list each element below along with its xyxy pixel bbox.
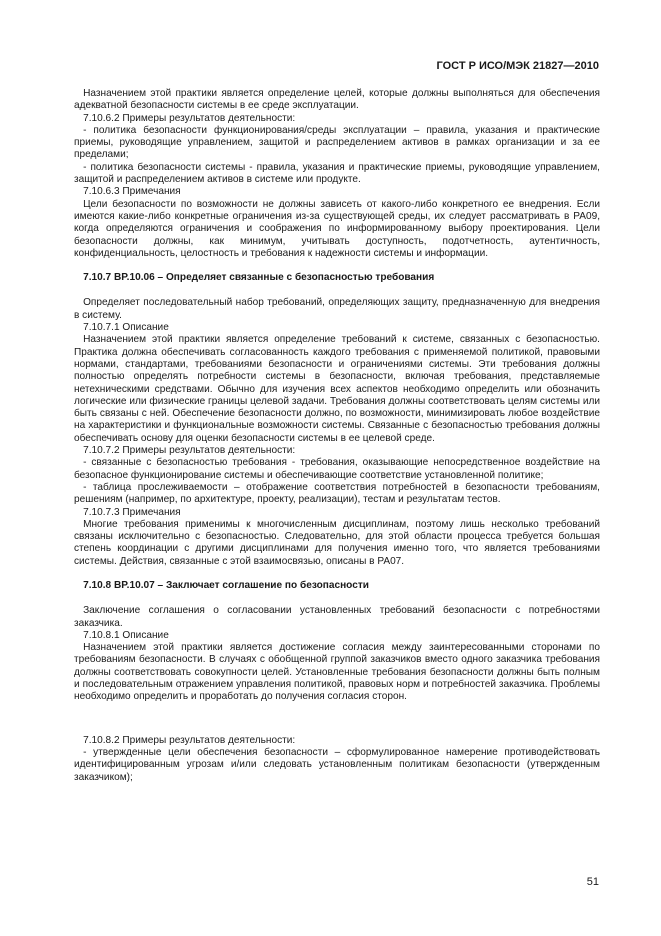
subsection-label: 7.10.7.3 Примечания (83, 506, 181, 518)
subsection-label: 7.10.7.2 Примеры результатов деятельности: (83, 445, 296, 457)
page-body (74, 88, 600, 784)
paragraph: Цели безопасности по возможности не должны зависеть от какого-либо конкретного ее внедрения. Если имеются какие-либо конкретные ограничения из-за существующей среды, их следует рассматривать в PA09, когда определяются ограничения и соображения по информированному выбору проектирования. Цели безопасности должны, как минимум, учитывать доступность, подотчетность, аутентичность, конфиденциальность, целостность и требования к надежности системы и информации. (74, 198, 600, 259)
subsection-label: 7.10.8.1 Описание (83, 629, 169, 641)
paragraph: Заключение соглашения о согласовании установленных требований безопасности с потребностями заказчика. (74, 605, 600, 629)
paragraph: Определяет последовательный набор требований, определяющих защиту, предназначенную для внедрения в систему. (74, 297, 600, 321)
document-header: ГОСТ Р ИСО/МЭК 21827—2010 (436, 60, 599, 72)
page-number: 51 (586, 876, 599, 888)
paragraph: Назначением этой практики является определение целей, которые должны выполняться для обеспечения адекватной безопасности системы в ее среде эксплуатации. (74, 88, 600, 112)
paragraph: - политика безопасности системы - правила, указания и практические приемы, руководящие управлением, защитой и распределением активов в системе или продукте. (74, 161, 600, 186)
subsection-label: 7.10.6.3 Примечания (83, 186, 181, 198)
section-heading: 7.10.8 BP.10.07 – Заключает соглашение по безопасности (83, 579, 369, 591)
paragraph: - связанные с безопасностью требования - требования, оказывающие непосредственное воздействие на безопасное функционирование системы и обеспечивающие соответствие установленной политике; (74, 457, 600, 481)
spacer (74, 714, 600, 725)
subsection-label: 7.10.6.2 Примеры результатов деятельности: (83, 112, 296, 124)
paragraph: - утвержденные цели обеспечения безопасности – сформулированное намерение противодействовать идентифицированным угрозам и/или следовать установленным политикам безопасности (утвержденным заказчиком); (74, 747, 600, 783)
paragraph: - политика безопасности функционирования/среды эксплуатации – правила, указания и практические приемы, руководящие управлением, защитой и распределением активов в рамках организации и за ее пределами; (74, 124, 600, 161)
paragraph: Многие требования применимы к многочисленным дисциплинам, поэтому лишь несколько требований связаны исключительно с безопасностью. Следовательно, для этой области процесса требуется большая степень координации с другими дисциплинами для получения именно того, что является требованиями системы. Действия, связанные с этой взаимосвязью, описаны в PA07. (74, 518, 600, 567)
paragraph: Назначением этой практики является определение требований к системе, связанных с безопасностью. Практика должна обеспечивать согласованность каждого требования с применяемой политикой, правовыми нормами, стандартами, требованиями безопасности и ограничениями системы. Эти требования должны полностью определять потребности системы в безопасности, включая требования, представляемые нетехническими средствами. Обычно для изучения всех аспектов необходимо определить или обозначить логические или физические границы целевой задачи. Требования должны соответствовать целям системы или быть связаны с ней. Обеспечение безопасности должно, по возможности, минимизировать любое воздействие на характеристики и функциональные возможности системы. Связанные с безопасностью требования должны обеспечивать основу для оценки безопасности системы в ее целевой среде. (74, 334, 600, 444)
paragraph: Назначением этой практики является достижение согласия между заинтересованными сторонами по требованиям безопасности. В случаях с обобщенной группой заказчиков вместо одного заказчика требования должны соответствовать совокупности целей. Установленные требования безопасности должны быть полным и последовательным отражением управления политикой, правовых норм и потребностей заказчика. Проблемы необходимо определить и проработать до получения согласия сторон. (74, 642, 600, 703)
paragraph: - таблица прослеживаемости – отображение соответствия потребностей в безопасности требованиям, решениям (например, по архитектуре, проекту, реализации), тестам и результатам тестов. (74, 481, 600, 506)
section-heading: 7.10.7 BP.10.06 – Определяет связанные с безопасностью требования (83, 272, 435, 284)
subsection-label: 7.10.7.1 Описание (83, 322, 169, 334)
subsection-label: 7.10.8.2 Примеры результатов деятельности: (83, 734, 296, 746)
